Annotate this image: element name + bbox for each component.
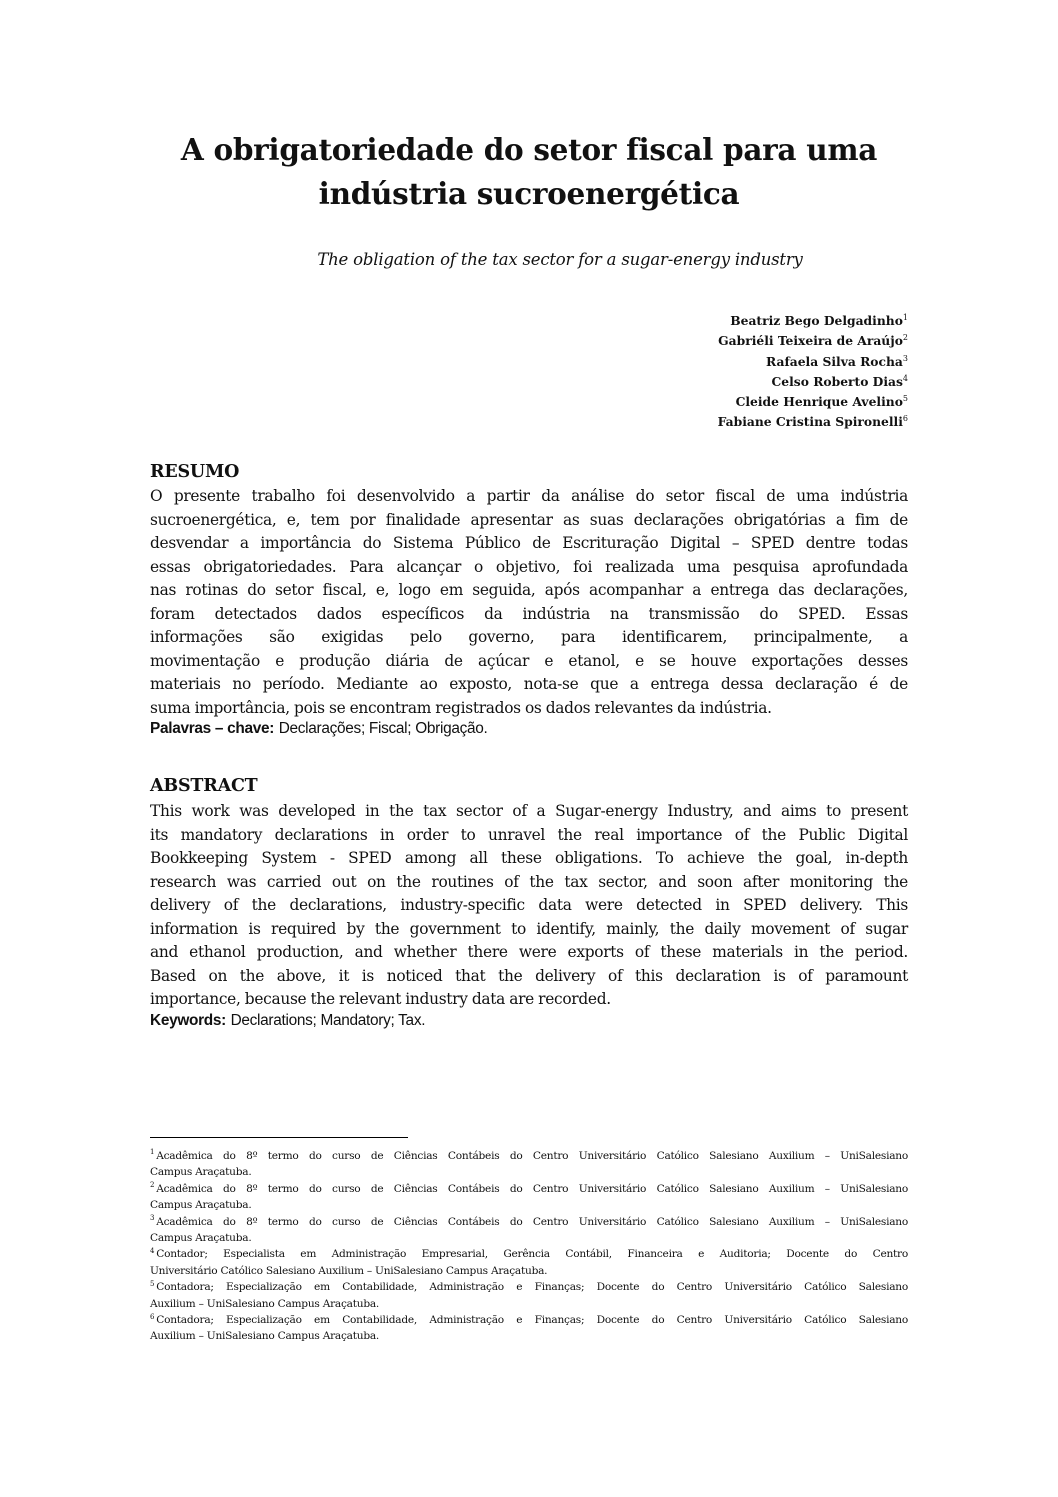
footnote xyxy=(150,1279,908,1312)
abstract-line: and ethanol production, and whether there were exports of these materials in the period. xyxy=(150,943,908,961)
abstract-keywords xyxy=(150,1009,425,1032)
resumo-line: foram detectados dados específicos da indústria na transmissão do SPED. Essas xyxy=(150,604,908,623)
author-entry xyxy=(718,311,908,331)
author-list xyxy=(718,311,908,433)
resumo-text xyxy=(150,485,908,720)
keywords-label: Keywords: xyxy=(150,1012,226,1029)
title-line: A obrigatoriedade do setor fiscal para uma xyxy=(180,132,878,167)
footnote xyxy=(150,1148,908,1181)
keywords-text: Declarations; Mandatory; Tax. xyxy=(230,1012,426,1029)
footnote-text: Acadêmica do 8º termo do curso de Ciências Contábeis do Centro Universitário Católico Salesiano Auxilium – UniSalesiano xyxy=(156,1182,908,1195)
resumo-keywords xyxy=(150,717,488,740)
abstract-line: importance, because the relevant industry data are recorded. xyxy=(150,990,611,1008)
footnote-line xyxy=(150,1181,908,1197)
abstract-heading: ABSTRACT xyxy=(150,776,258,796)
author-name: Cleide Henrique Avelino xyxy=(735,394,903,410)
footnote-mark: 6 xyxy=(150,1312,155,1321)
footnote-separator xyxy=(150,1137,408,1138)
footnote xyxy=(150,1214,908,1247)
author-name: Celso Roberto Dias xyxy=(771,373,903,389)
footnote-line xyxy=(150,1148,908,1164)
resumo-line: essas obrigatoriedades. Para alcançar o objetivo, foi realizada uma pesquisa aprofundada xyxy=(150,557,908,576)
author-entry xyxy=(718,412,908,432)
footnote-text: Contadora; Especialização em Contabilidade, Administração e Finanças; Docente do Centro Universitário Católico Salesiano xyxy=(156,1314,908,1327)
footnotes xyxy=(150,1148,908,1345)
footnote-line: Campus Araçatuba. xyxy=(150,1232,252,1245)
title-line: indústria sucroenergética xyxy=(318,176,740,211)
abstract-line: Based on the above, it is noticed that the delivery of this declaration is of paramount xyxy=(150,966,908,985)
abstract-line: delivery of the declarations, industry-specific data were detected in SPED delivery. This xyxy=(150,896,908,914)
resumo-line: O presente trabalho foi desenvolvido a partir da análise do setor fiscal de uma indústria xyxy=(150,487,908,505)
footnote-mark: 5 xyxy=(902,394,908,404)
footnote-mark: 4 xyxy=(150,1246,155,1255)
footnote-mark: 2 xyxy=(150,1181,155,1190)
author-entry xyxy=(718,352,908,372)
footnote-mark: 3 xyxy=(150,1214,155,1223)
footnote-line: Campus Araçatuba. xyxy=(150,1166,252,1179)
author-entry xyxy=(718,392,908,412)
author-name: Gabriéli Teixeira de Araújo xyxy=(718,333,903,349)
keywords-text: Declarações; Fiscal; Obrigação. xyxy=(278,720,488,737)
abstract-line: Bookkeeping System - SPED among all these obligations. To achieve the goal, in-depth xyxy=(150,849,908,867)
footnote-mark: 2 xyxy=(902,333,908,343)
paper-subtitle: The obligation of the tax sector for a sugar-energy industry xyxy=(317,250,803,269)
footnote-mark: 4 xyxy=(902,373,908,383)
abstract-text xyxy=(150,800,908,1012)
footnote-line: Universitário Católico Salesiano Auxilium – UniSalesiano Campus Araçatuba. xyxy=(150,1264,548,1277)
footnote-line xyxy=(150,1279,908,1295)
footnote-mark: 3 xyxy=(902,353,908,363)
footnote-text: Contador; Especialista em Administração Empresarial, Gerência Contábil, Financeira e Auditoria; Docente do Centro xyxy=(156,1248,908,1261)
paper-title xyxy=(150,128,908,216)
author-name: Rafaela Silva Rocha xyxy=(766,353,903,369)
abstract-line: research was carried out on the routines of the tax sector, and soon after monitoring the xyxy=(150,872,908,891)
footnote-text: Acadêmica do 8º termo do curso de Ciências Contábeis do Centro Universitário Católico Salesiano Auxilium – UniSalesiano xyxy=(156,1150,908,1162)
author-name: Beatriz Bego Delgadinho xyxy=(730,313,903,328)
author-entry xyxy=(718,372,908,392)
footnote xyxy=(150,1312,908,1345)
resumo-line: desvendar a importância do Sistema Público de Escrituração Digital – SPED dentre todas xyxy=(150,534,908,552)
footnote-text: Acadêmica do 8º termo do curso de Ciências Contábeis do Centro Universitário Católico Salesiano Auxilium – UniSalesiano xyxy=(156,1215,908,1228)
footnote xyxy=(150,1246,908,1279)
resumo-line: suma importância, pois se encontram registrados os dados relevantes da indústria. xyxy=(150,698,772,717)
abstract-line: This work was developed in the tax sector of a Sugar-energy Industry, and aims to present xyxy=(150,802,908,820)
abstract-line: its mandatory declarations in order to unravel the real importance of the Public Digital xyxy=(150,825,908,844)
footnote-mark: 1 xyxy=(150,1148,155,1157)
footnote-line: Campus Araçatuba. xyxy=(150,1199,252,1212)
keywords-label: Palavras – chave: xyxy=(150,720,275,737)
footnote-mark: 5 xyxy=(150,1279,155,1288)
footnote xyxy=(150,1181,908,1214)
resumo-line: informações são exigidas pelo governo, para identificarem, principalmente, a xyxy=(150,628,908,646)
footnote-mark: 1 xyxy=(902,312,908,322)
resumo-line: nas rotinas do setor fiscal, e, logo em seguida, após acompanhar a entrega das declarações, xyxy=(150,581,908,599)
footnote-mark: 6 xyxy=(902,414,908,424)
author-name: Fabiane Cristina Spironelli xyxy=(717,414,903,430)
footnote-line: Auxilium – UniSalesiano Campus Araçatuba. xyxy=(150,1330,380,1343)
footnote-line xyxy=(150,1312,908,1328)
resumo-line: movimentação e produção diária de açúcar e etanol, e se houve exportações desses xyxy=(150,651,908,670)
resumo-heading: RESUMO xyxy=(150,462,240,482)
footnote-line xyxy=(150,1246,908,1262)
footnote-text: Contadora; Especialização em Contabilidade, Administração e Finanças; Docente do Centro Universitário Católico Salesiano xyxy=(156,1281,908,1294)
footnote-line: Auxilium – UniSalesiano Campus Araçatuba. xyxy=(150,1297,380,1310)
author-entry xyxy=(718,331,908,351)
resumo-line: sucroenergética, e, tem por finalidade apresentar as suas declarações obrigatórias a fim de xyxy=(150,510,908,529)
abstract-line: information is required by the government to identify, mainly, the daily movement of sugar xyxy=(150,919,908,938)
resumo-line: materiais no período. Mediante ao exposto, nota-se que a entrega dessa declaração é de xyxy=(150,675,908,693)
footnote-line xyxy=(150,1214,908,1230)
